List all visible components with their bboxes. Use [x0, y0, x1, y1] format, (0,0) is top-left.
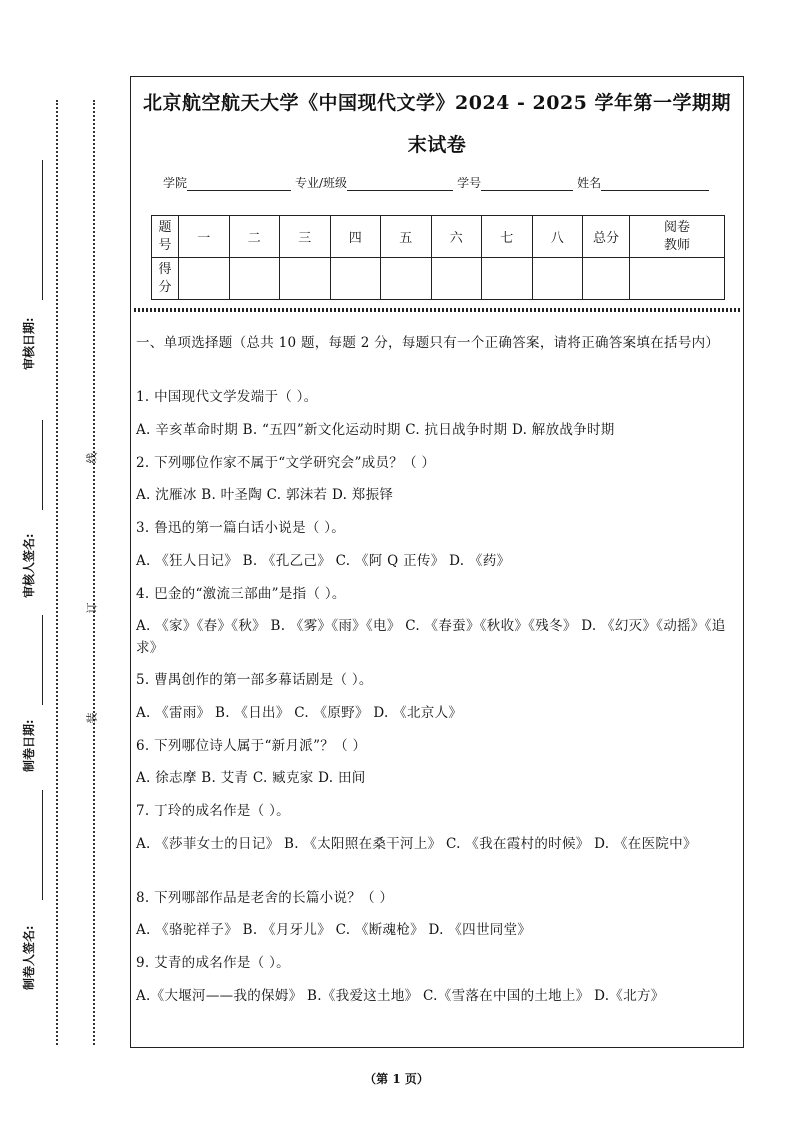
question-options: A. 《狂人日记》 B. 《孔乙己》 C. 《阿 Q 正传》 D. 《药》 — [136, 553, 511, 569]
col-header-total: 总分 — [583, 216, 630, 258]
student-info-row — [163, 174, 713, 191]
question-options: A. 沈雁冰 B. 叶圣陶 C. 郭沫若 D. 郑振铎 — [136, 487, 394, 503]
binding-mark-line: 线 — [85, 452, 99, 464]
question-options: A. 徐志摩 B. 艾青 C. 臧克家 D. 田间 — [136, 770, 366, 786]
col-header: 三 — [280, 216, 331, 258]
question-stem: 3. 鲁迅的第一篇白话小说是（ ）。 — [136, 520, 346, 536]
score-cell-grader[interactable] — [630, 258, 725, 300]
score-label: 得 分 — [152, 258, 179, 300]
score-cell[interactable] — [179, 258, 230, 300]
question-stem: 6. 下列哪位诗人属于“新月派”？（ ） — [136, 738, 367, 754]
question-options: A.《大堰河——我的保姆》 B.《我爱这土地》 C.《雪落在中国的土地上》 D.《北方》 — [136, 988, 665, 1004]
student-id-field[interactable] — [481, 178, 573, 191]
question-options: A. 辛亥革命时期 B. “五四”新文化运动时期 C. 抗日战争时期 D. 解放战争时期 — [136, 422, 615, 438]
question-stem: 8. 下列哪部作品是老舍的长篇小说？（ ） — [136, 890, 394, 906]
col-header: 五 — [381, 216, 432, 258]
section-heading: 一、单项选择题（总共 10 题，每题 2 分，每题只有一个正确答案，请将正确答案填在括号内） — [136, 335, 720, 351]
question-stem: 5. 曹禺创作的第一部多幕话剧是（ ）。 — [136, 672, 373, 688]
score-cell[interactable] — [482, 258, 533, 300]
score-cell[interactable] — [381, 258, 432, 300]
binding-dotted-line-inner — [93, 100, 95, 1045]
question-options: A. 《雷雨》 B. 《日出》 C. 《原野》 D. 《北京人》 — [136, 705, 463, 721]
maker-sign-line — [42, 790, 43, 900]
college-field[interactable] — [187, 178, 291, 191]
col-header: 一 — [179, 216, 230, 258]
score-cell[interactable] — [532, 258, 583, 300]
col-header: 七 — [482, 216, 533, 258]
score-cell[interactable] — [280, 258, 331, 300]
score-cell-total[interactable] — [583, 258, 630, 300]
question-options: A. 《家》《春》《秋》 B. 《雾》《雨》《电》 C. 《春蚕》《秋收》《残冬》 D. 《幻灭》《动摇》《追求》 — [136, 618, 726, 656]
col-header: 四 — [330, 216, 381, 258]
college-label: 学院 — [163, 176, 188, 190]
name-label: 姓名 — [577, 176, 602, 190]
question-stem: 7. 丁玲的成名作是（ ）。 — [136, 803, 290, 819]
score-table-header-row — [152, 216, 725, 258]
auditor-sign-line — [42, 420, 43, 510]
col-header-grader: 阅卷 教师 — [630, 216, 725, 258]
score-cell[interactable] — [330, 258, 381, 300]
page-number: （第 1 页） — [364, 1072, 429, 1086]
question-stem: 9. 艾青的成名作是（ ）。 — [136, 955, 290, 971]
col-header: 六 — [431, 216, 482, 258]
binding-mark-staple: 订 — [85, 602, 99, 614]
question-options: A. 《莎菲女士的日记》 B. 《太阳照在桑干河上》 C. 《我在霞村的时候》 D. 《在医院中》 — [136, 836, 697, 852]
major-class-label: 专业/班级 — [295, 176, 348, 190]
score-table-score-row — [152, 258, 725, 300]
score-cell[interactable] — [229, 258, 280, 300]
col-header: 二 — [229, 216, 280, 258]
score-cell[interactable] — [431, 258, 482, 300]
exam-title-line1: 北京航空航天大学《中国现代文学》2024 - 2025 学年第一学期期 — [143, 92, 731, 114]
score-table — [151, 215, 725, 300]
student-id-label: 学号 — [457, 176, 482, 190]
audit-date-line — [42, 160, 43, 300]
make-date-line — [42, 615, 43, 705]
binding-mark-fold: 装 — [85, 712, 99, 724]
question-options: A. 《骆驼祥子》 B. 《月牙儿》 C. 《断魂枪》 D. 《四世同堂》 — [136, 922, 532, 938]
question-stem: 4. 巴金的“激流三部曲”是指（ ）。 — [136, 586, 346, 602]
col-header: 八 — [532, 216, 583, 258]
name-field[interactable] — [601, 178, 709, 191]
major-class-field[interactable] — [347, 178, 453, 191]
question-number-label: 题 号 — [152, 216, 179, 258]
exam-title-line2: 末试卷 — [407, 134, 467, 156]
question-stem: 1. 中国现代文学发端于（ ）。 — [136, 389, 318, 405]
question-stem: 2. 下列哪位作家不属于“文学研究会”成员？（ ） — [136, 455, 436, 471]
binding-dotted-line-outer — [56, 100, 58, 1045]
header-separator — [134, 308, 740, 312]
